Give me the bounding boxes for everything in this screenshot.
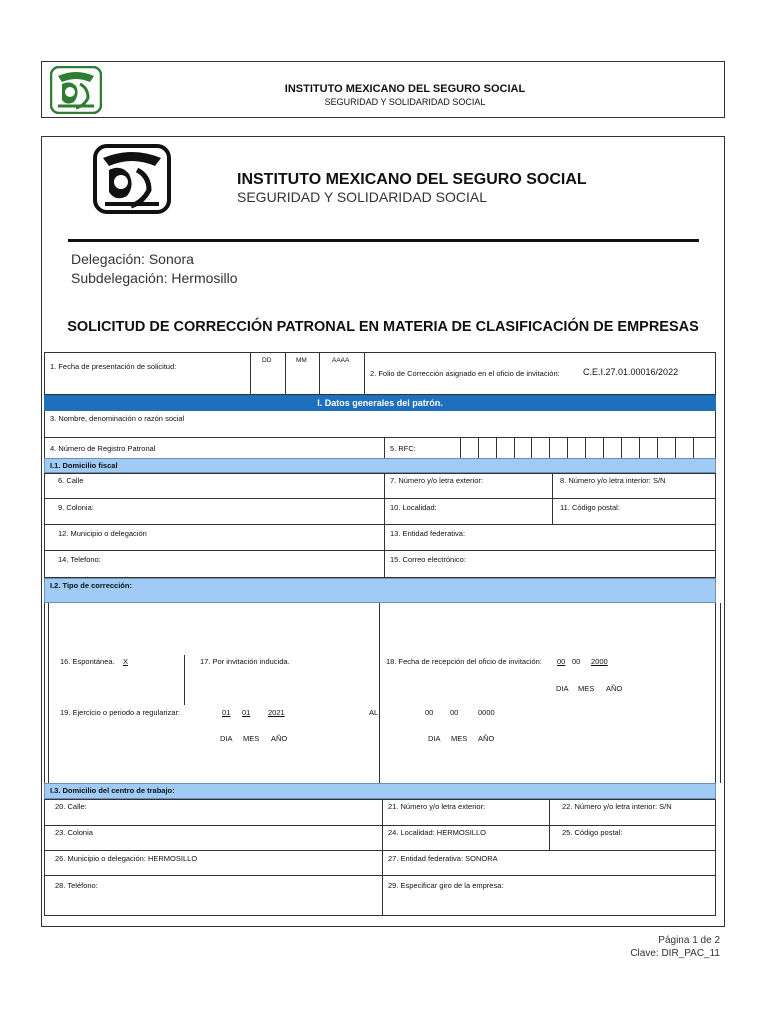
imss-logo-large-icon [93,144,171,214]
localidad-label: 10. Localidad: [390,503,437,512]
centro-colonia-label: 23. Colonia [55,828,93,837]
telefono-label: 14. Telefono: [58,555,101,564]
municipio-label: 12. Municipio o delegación [58,529,147,538]
dia-label-2: DIA [220,734,233,743]
espontanea-label: 16. Espontánea. [60,657,115,666]
fecha-solicitud-label: 1. Fecha de presentación de solicitud: [50,362,177,371]
anio-label: AÑO [606,684,623,693]
fecha-recepcion-mes: 00 [572,657,581,666]
mm-label: MM [296,357,307,364]
folio-label: 2. Folio de Corrección asignado en el oficio de invitación: [370,369,560,378]
invitacion-label: 17. Por invitación inducida. [200,657,290,666]
correo-label: 15. Correo electrónico: [390,555,466,564]
centro-codigo-postal-label: 25. Código postal: [562,828,623,837]
anio-label-3: AÑO [478,734,495,743]
centro-num-exterior-label: 21. Número y/o letra exterior: [388,802,486,811]
ejercicio-fin-dia: 00 [425,708,434,717]
centro-num-interior-label: 22. Número y/o letra interior: S/N [562,802,672,811]
mes-label: MES [578,684,595,693]
institution-subtitle: SEGURIDAD Y SOLIDARIDAD SOCIAL [237,189,487,205]
num-exterior-label: 7. Número y/o letra exterior: [390,476,483,485]
aaaa-label: AAAA [332,357,350,364]
calle-label: 6. Calle [58,476,84,485]
centro-telefono-label: 28. Teléfono: [55,881,98,890]
ejercicio-fin-anio: 0000 [478,708,495,717]
giro-empresa-label: 29. Especificar giro de la empresa: [388,881,504,890]
header-title: INSTITUTO MEXICANO DEL SEGURO SOCIAL [284,83,526,95]
rfc-label: 5. RFC: [390,444,416,453]
entidad-label: 13. Entidad federativa: [390,529,466,538]
centro-entidad-label: 27. Entidad federativa: SONORA [388,854,498,863]
delegacion: Delegación: Sonora [71,251,194,267]
document-key: Clave: DIR_PAC_11 [630,948,720,959]
divider [68,239,699,242]
subdelegacion: Subdelegación: Hermosillo [71,270,238,286]
ejercicio-anio: 2021 [268,708,285,717]
imss-logo-icon [50,66,102,114]
mes-label-3: MES [451,734,468,743]
espontanea-value: X [123,657,129,666]
dd-label: DD [262,357,272,364]
section-tipo-correccion: I.2. Tipo de corrección: [44,578,716,603]
ejercicio-dia: 01 [222,708,231,717]
mes-label-2: MES [243,734,260,743]
fecha-recepcion-label: 18. Fecha de recepción del oficio de invitación: [386,657,542,666]
dia-label: DIA [556,684,569,693]
header-subtitle: SEGURIDAD Y SOLIDARIDAD SOCIAL [324,97,486,107]
fecha-recepcion-anio: 2000 [591,657,608,666]
centro-municipio-label: 26. Municipio o delegación: HERMOSILLO [55,854,198,863]
section-domicilio-fiscal: I.1. Domicilio fiscal [44,458,716,473]
colonia-label: 9. Colonia: [58,503,94,512]
centro-localidad-label: 24. Localidad: HERMOSILLO [388,828,486,837]
centro-calle-label: 20. Calle: [55,802,87,811]
folio-value: C.E.I.27.01.00016/2022 [583,367,679,377]
ejercicio-label: 19. Ejercicio o periodo a regularizar: [60,708,181,717]
page-number: Página 1 de 2 [658,935,720,946]
section-domicilio-centro: I.3. Domicilio del centro de trabajo: [44,783,716,799]
anio-label-2: AÑO [271,734,288,743]
num-interior-label: 8. Número y/o letra interior: S/N [560,476,666,485]
section-datos-generales: I. Datos generales del patrón. [44,395,716,411]
fecha-recepcion-dia: 00 [557,657,566,666]
registro-patronal-label: 4. Número de Registro Patronal [50,444,156,453]
ejercicio-mes: 01 [242,708,251,717]
ejercicio-fin-mes: 00 [450,708,459,717]
institution-title: INSTITUTO MEXICANO DEL SEGURO SOCIAL [237,171,587,188]
form-title: SOLICITUD DE CORRECCIÓN PATRONAL EN MATERIA DE CLASIFICACIÓN DE EMPRESAS [67,319,699,335]
dia-label-3: DIA [428,734,441,743]
codigo-postal-label: 11. Código postal: [560,503,620,512]
nombre-label: 3. Nombre, denominación o razón social [50,414,185,423]
al-label: AL [369,708,379,717]
